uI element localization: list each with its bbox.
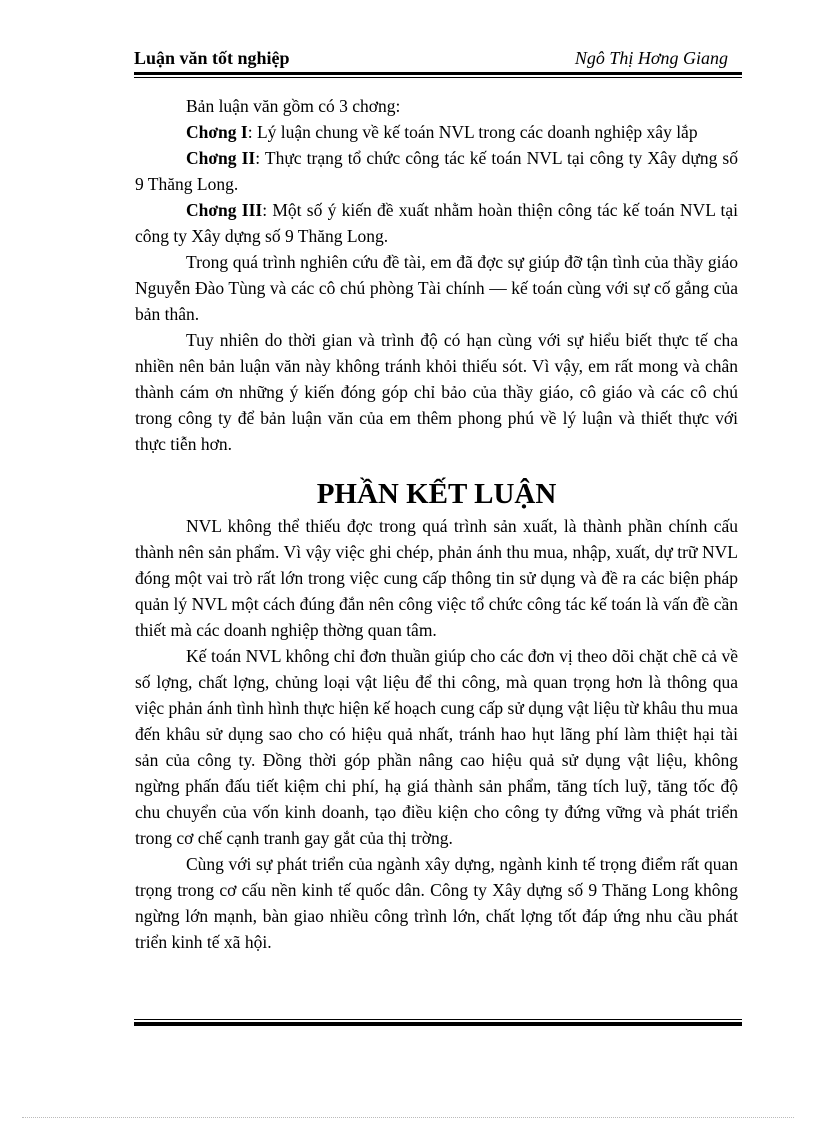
conclusion-paragraph-1: NVL không thể thiếu đợc trong quá trình sản xuất, là thành phần chính cấu thành nên sản phẩm. Vì vậy việc ghi chép, phản ánh thu mua, nhập, xuất, dự trữ NVL đóng một vai trò rất lớn trong việc cung cấp thông tin sử dụng và đề ra các biện pháp quản lý NVL một cách đúng đắn nên công việc tổ chức công tác kế toán là vấn đề cần thiết mà các doanh nghiệp thờng quan tâm. xyxy=(135,516,738,640)
header-thesis-title: Luận văn tốt nghiệp xyxy=(134,48,290,68)
chapter-1-label: Chơng I xyxy=(186,122,248,142)
chapter-2-text: : Thực trạng tổ chức công tác kế toán NVL tại công ty Xây dựng số 9 Thăng Long. xyxy=(135,148,738,194)
acknowledgement-paragraph: Trong quá trình nghiên cứu đề tài, em đã đợc sự giúp đỡ tận tình của thầy giáo Nguyễn Đào Tùng và các cô chú phòng Tài chính — kế toán cùng với sự cố gắng của bản thân. xyxy=(135,252,738,324)
conclusion-heading: PHẦN KẾT LUẬN xyxy=(316,478,557,510)
chapter-3-paragraph xyxy=(135,197,738,249)
header-rule xyxy=(134,72,742,78)
chapter-1-paragraph xyxy=(135,119,738,145)
chapter-3-text: : Một số ý kiến đề xuất nhằm hoàn thiện công tác kế toán NVL tại công ty Xây dựng số 9 Thăng Long. xyxy=(135,200,738,246)
page-content xyxy=(135,93,738,955)
footer-rule xyxy=(134,1019,742,1026)
conclusion-paragraph-3: Cùng với sự phát triển của ngành xây dựng, ngành kinh tế trọng điểm rất quan trọng trong cơ cấu nền kinh tế quốc dân. Công ty Xây dựng số 9 Thăng Long không ngừng lớn mạnh, bàn giao nhiều công trình lớn, chất lợng tốt đáp ứng nhu cầu phát triển kinh tế xã hội. xyxy=(135,854,738,952)
header-author-name: Ngô Thị Hơng Giang xyxy=(574,48,728,68)
chapter-2-label: Chơng II xyxy=(186,148,256,168)
limitations-paragraph: Tuy nhiên do thời gian và trình độ có hạn cùng với sự hiểu biết thực tế cha nhiền nên bản luận văn này không tránh khỏi thiếu sót. Vì vậy, em rất mong và chân thành cám ơn những ý kiến đóng góp chỉ bảo của thầy giáo, cô giáo và các cô chú trong công ty để bản luận văn của em thêm phong phú về lý luận và thiết thực với thực tiễn hơn. xyxy=(135,330,738,454)
page-edge-dotted-line xyxy=(22,1117,794,1118)
conclusion-paragraph-2: Kế toán NVL không chỉ đơn thuần giúp cho các đơn vị theo dõi chặt chẽ cả về số lợng, chất lợng, chủng loại vật liệu để thi công, mà quan trọng hơn là thông qua việc phản ánh tình hình thực hiện kế hoạch cung cấp sử dụng vật liệu từ khâu thu mua đến khâu sử dụng sao cho có hiệu quả nhất, tránh hao hụt lãng phí làm thiệt hại tài sản của công ty. Đồng thời góp phần nâng cao hiệu quả sử dụng vật liệu, không ngừng phấn đấu tiết kiệm chi phí, hạ giá thành sản phẩm, tăng tích luỹ, tăng tốc độ chu chuyển của vốn kinh doanh, tạo điều kiện cho công ty đứng vững và phát triển trong cơ chế cạnh tranh gay gắt của thị trờng. xyxy=(135,646,738,848)
chapter-1-text: : Lý luận chung về kế toán NVL trong các doanh nghiệp xây lắp xyxy=(247,122,698,142)
chapter-3-label: Chơng III xyxy=(186,200,263,220)
chapter-2-paragraph xyxy=(135,145,738,197)
page-header xyxy=(134,48,742,72)
intro-paragraph: Bản luận văn gồm có 3 chơng: xyxy=(186,96,401,116)
